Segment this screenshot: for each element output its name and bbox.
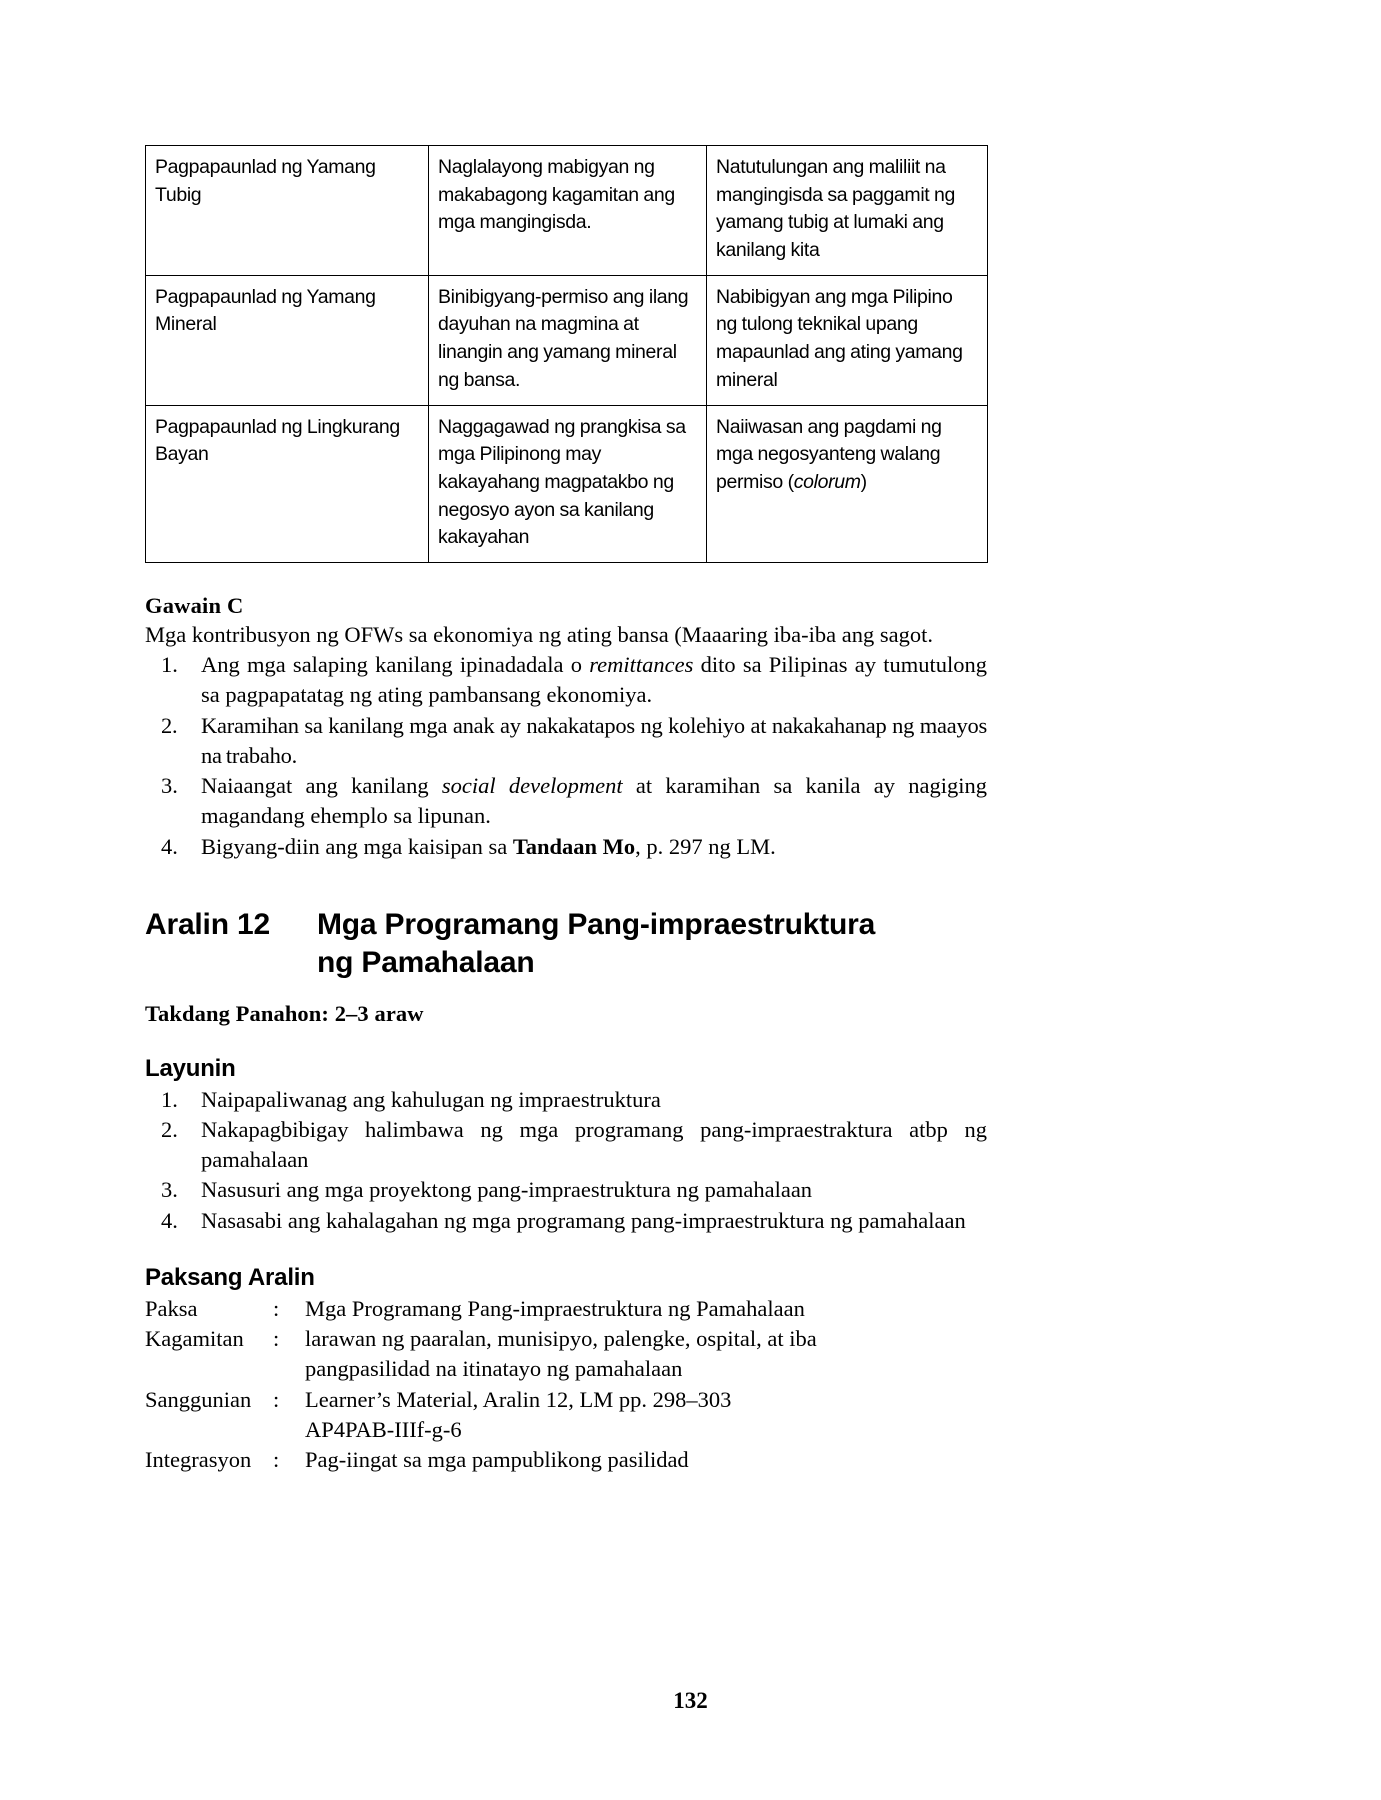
field-value: Mga Programang Pang-impraestruktura ng Pamahalaan: [305, 1295, 805, 1321]
table-row: [146, 275, 988, 405]
list-item-text-pre: Ang mga salaping kanilang ipinadadala o: [201, 652, 590, 678]
field-value-continuation: AP4PAB-IIIf-g-6: [305, 1416, 462, 1442]
list-item: [145, 1175, 987, 1205]
table-cell-description: Naglalayong mabigyan ng makabagong kagamitan ang mga mangingisda.: [429, 146, 707, 276]
field-row-paksa: [145, 1294, 987, 1324]
layunin-list: [145, 1085, 987, 1236]
table-cell-benefit: Natutulungan ang maliliit na mangingisda sa paggamit ng yamang tubig at lumaki ang kanilang kita: [707, 146, 988, 276]
lesson-title-line-1: Mga Programang Pang-impraestruktura: [317, 907, 876, 941]
paksang-aralin-heading: Paksang Aralin: [145, 1263, 315, 1291]
table-cell-program: Pagpapaunlad ng Yamang Tubig: [146, 146, 429, 276]
takdang-panahon: Takdang Panahon: 2–3 araw: [145, 1000, 424, 1026]
table-cell-description: Binibigyang-permiso ang ilang dayuhan na magmina at linangin ang yamang mineral ng bansa.: [429, 275, 707, 405]
field-row-sanggunian: [145, 1385, 987, 1415]
list-item-number: 3.: [161, 773, 178, 799]
list-item-number: 3.: [161, 1177, 178, 1203]
list-item-number: 2.: [161, 1116, 178, 1142]
list-item-number: 1.: [161, 652, 178, 678]
field-value-continuation: pangpasilidad na itinatayo ng pamahalaan: [305, 1356, 683, 1382]
benefit-text-italic: colorum: [793, 470, 861, 493]
field-label: Kagamitan: [145, 1326, 244, 1352]
list-item-text-italic: social development: [441, 773, 623, 799]
field-row-kagamitan: [145, 1324, 987, 1354]
field-colon: :: [273, 1386, 280, 1412]
list-item-text: Nakapagbibigay halimbawa ng mga programang pang-impraestraktura atbp ng pamahalaan: [201, 1116, 987, 1173]
list-item: [145, 1206, 987, 1236]
list-item-text: Nasasabi ang kahalagahan ng mga programang pang-impraestruktura ng pamahalaan: [201, 1207, 966, 1233]
list-item-text-italic: remittances: [589, 652, 694, 678]
list-item-number: 1.: [161, 1086, 178, 1112]
table-cell-program: Pagpapaunlad ng Lingkurang Bayan: [146, 405, 429, 562]
field-colon: :: [273, 1447, 280, 1473]
lesson-number-label: Aralin 12: [145, 907, 270, 941]
list-item: [145, 1115, 987, 1176]
programs-table: [145, 145, 988, 563]
list-item-text-post: , p. 297 ng LM.: [635, 833, 776, 859]
gawain-intro-text: Mga kontribusyon ng OFWs sa ekonomiya ng ating bansa (Maaaring iba-iba ang sagot.: [145, 621, 933, 647]
field-colon: :: [273, 1295, 280, 1321]
field-colon: :: [273, 1326, 280, 1352]
benefit-text-post: ): [860, 470, 867, 493]
field-row-integrasyon: [145, 1445, 987, 1475]
list-item-text-post: at karamihan sa kanila ay nagiging magandang ehemplo sa lipunan.: [201, 773, 987, 829]
gawain-heading: Gawain C: [145, 592, 244, 618]
paksang-aralin-fields: [145, 1294, 987, 1476]
lesson-heading: [145, 906, 987, 983]
field-value: Pag-iingat sa mga pampublikong pasilidad: [305, 1447, 689, 1473]
field-value: Learner’s Material, Aralin 12, LM pp. 298–303: [305, 1386, 732, 1412]
field-label: Sanggunian: [145, 1386, 252, 1412]
list-item: [145, 650, 987, 711]
field-label: Paksa: [145, 1295, 198, 1321]
list-item: [145, 832, 987, 862]
lesson-title-line-2: ng Pamahalaan: [317, 946, 535, 980]
list-item-text-pre: Bigyang-diin ang mga kaisipan sa: [201, 833, 513, 859]
list-item: [145, 1085, 987, 1115]
layunin-heading: Layunin: [145, 1054, 236, 1082]
lesson-title: [317, 906, 987, 983]
table-cell-benefit: [707, 405, 988, 562]
list-item-text-post: dito sa Pilipinas ay tumutulong sa pagpapatatag ng ating pambansang ekonomiya.: [201, 652, 987, 708]
field-value: larawan ng paaralan, munisipyo, palengke, ospital, at iba: [305, 1326, 817, 1352]
list-item-number: 4.: [161, 1207, 178, 1233]
page-content: [145, 145, 987, 1475]
list-item-number: 2.: [161, 712, 178, 738]
page-number: 132: [673, 1688, 708, 1713]
table-cell-description: Naggagawad ng prangkisa sa mga Pilipinong may kakayahang magpatakbo ng negosyo ayon sa kanilang kakayahan: [429, 405, 707, 562]
list-item: [145, 711, 987, 772]
table-row: [146, 146, 988, 276]
list-item-number: 4.: [161, 833, 178, 859]
table-row: [146, 405, 988, 562]
table-cell-program: Pagpapaunlad ng Yamang Mineral: [146, 275, 429, 405]
list-item-text: Naipapaliwanag ang kahulugan ng impraestruktura: [201, 1086, 661, 1112]
table-cell-benefit: Nabibigyan ang mga Pilipino ng tulong teknikal upang mapaunlad ang ating yamang mineral: [707, 275, 988, 405]
list-item-text-pre: Naiaangat ang kanilang: [201, 773, 442, 799]
list-item-text: Nasusuri ang mga proyektong pang-impraestruktura ng pamahalaan: [201, 1177, 813, 1203]
benefit-text-pre: Naiiwasan ang pagdami ng mga negosyanteng walang permiso (: [716, 415, 942, 493]
field-label: Integrasyon: [145, 1447, 252, 1473]
gawain-list: [145, 650, 987, 862]
list-item: [145, 771, 987, 832]
list-item-text-pre: Karamihan sa kanilang mga anak ay nakakatapos ng kolehiyo at nakakahanap ng maayos na trabaho.: [201, 712, 987, 768]
list-item-text-bold: Tandaan Mo: [512, 833, 636, 859]
